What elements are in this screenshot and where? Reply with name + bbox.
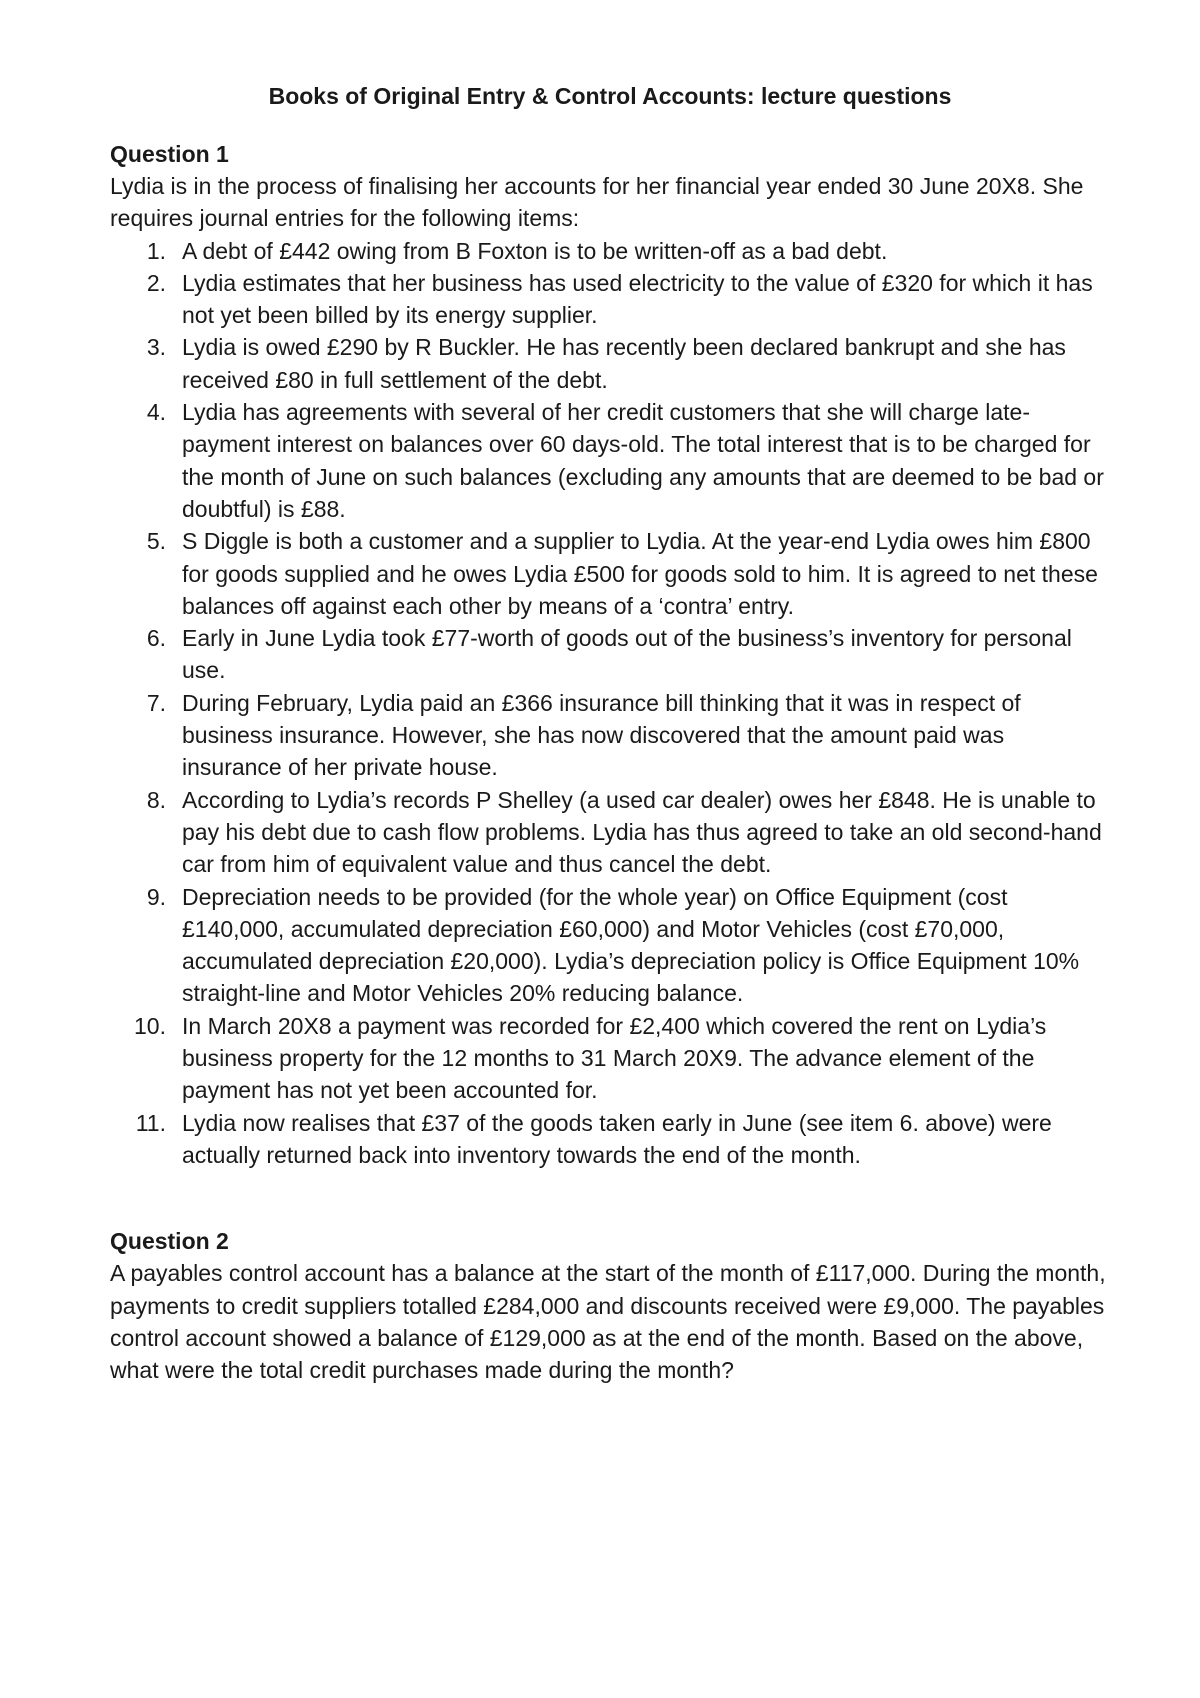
document-title: Books of Original Entry & Control Accounts: lecture questions <box>268 83 952 109</box>
list-item <box>110 396 1110 525</box>
item-text: A debt of £442 owing from B Foxton is to be written-off as a bad debt. <box>182 237 888 264</box>
list-item <box>110 267 1110 332</box>
list-item <box>110 784 1110 881</box>
item-text: Lydia is owed £290 by R Buckler. He has recently been declared bankrupt and she has received £80 in full settlement of the debt. <box>182 334 1066 393</box>
item-text: Early in June Lydia took £77-worth of goods out of the business’s inventory for personal use. <box>182 625 1072 684</box>
question-2-heading: Question 2 <box>110 1228 229 1255</box>
item-text: S Diggle is both a customer and a supplier to Lydia. At the year-end Lydia owes him £800 for goods supplied and he owes Lydia £500 for goods sold to him. It is agreed to net these balances off against each other by means of a ‘contra’ entry. <box>182 528 1098 619</box>
question-2-section <box>110 1225 1110 1386</box>
list-item <box>110 1107 1110 1172</box>
item-number: 7. <box>146 689 166 716</box>
item-text: Lydia has agreements with several of her credit customers that she will charge late-payment interest on balances over 60 days-old. The total interest that is to be charged for the month of June on such balances (excluding any amounts that are deemed to be bad or doubtful) is £88. <box>182 399 1104 522</box>
item-text: Lydia estimates that her business has used electricity to the value of £320 for which it has not yet been billed by its energy supplier. <box>182 269 1093 329</box>
list-item <box>110 622 1110 687</box>
item-text: Depreciation needs to be provided (for the whole year) on Office Equipment (cost £140,000, accumulated depreciation £60,000) and Motor Vehicles (cost £70,000, accumulated depreciation £20,000). Lydia’s depreciation policy is Office Equipment 10% straight-line and Motor Vehicles 20% reducing balance. <box>182 883 1080 1007</box>
item-number: 6. <box>146 625 166 652</box>
question-1-item-list <box>110 235 1110 1172</box>
item-number: 2. <box>146 269 166 296</box>
question-1-heading: Question 1 <box>110 141 229 167</box>
item-number: 3. <box>146 334 166 361</box>
item-number: 11. <box>135 1109 166 1136</box>
list-item <box>110 525 1110 622</box>
item-text: According to Lydia’s records P Shelley (a used car dealer) owes her £848. He is unable to pay his debt due to cash flow problems. Lydia has thus agreed to take an old second-hand car from him of equivalent value and thus cancel the debt. <box>182 786 1102 878</box>
list-item <box>110 881 1110 1010</box>
question-1-section <box>110 138 1110 1171</box>
item-text: Lydia now realises that £37 of the goods taken early in June (see item 6. above) were actually returned back into inventory towards the end of the month. <box>182 1109 1052 1168</box>
item-number: 10. <box>134 1012 166 1039</box>
item-number: 8. <box>146 786 166 813</box>
list-item <box>110 331 1110 396</box>
item-text: During February, Lydia paid an £366 insurance bill thinking that it was in respect of business insurance. However, she has now discovered that the amount paid was insurance of her private house. <box>182 689 1021 781</box>
item-number: 9. <box>146 883 166 910</box>
list-item <box>110 687 1110 784</box>
question-2-body: A payables control account has a balance at the start of the month of £117,000. During the month, payments to credit suppliers totalled £284,000 and discounts received were £9,000. The payables control account showed a balance of £129,000 as at the end of the month. Based on the above, what were the total credit purchases made during the month? <box>110 1260 1106 1384</box>
list-item <box>110 235 1110 267</box>
item-number: 5. <box>146 528 166 555</box>
item-number: 4. <box>146 399 166 426</box>
list-item <box>110 1010 1110 1107</box>
question-1-intro: Lydia is in the process of finalising her accounts for her financial year ended 30 June 20X8. She requires journal entries for the following items: <box>110 173 1084 232</box>
item-number: 1. <box>146 237 166 264</box>
item-text: In March 20X8 a payment was recorded for £2,400 which covered the rent on Lydia’s business property for the 12 months to 31 March 20X9. The advance element of the payment has not yet been accounted for. <box>182 1012 1047 1104</box>
document-page <box>110 80 1110 1386</box>
